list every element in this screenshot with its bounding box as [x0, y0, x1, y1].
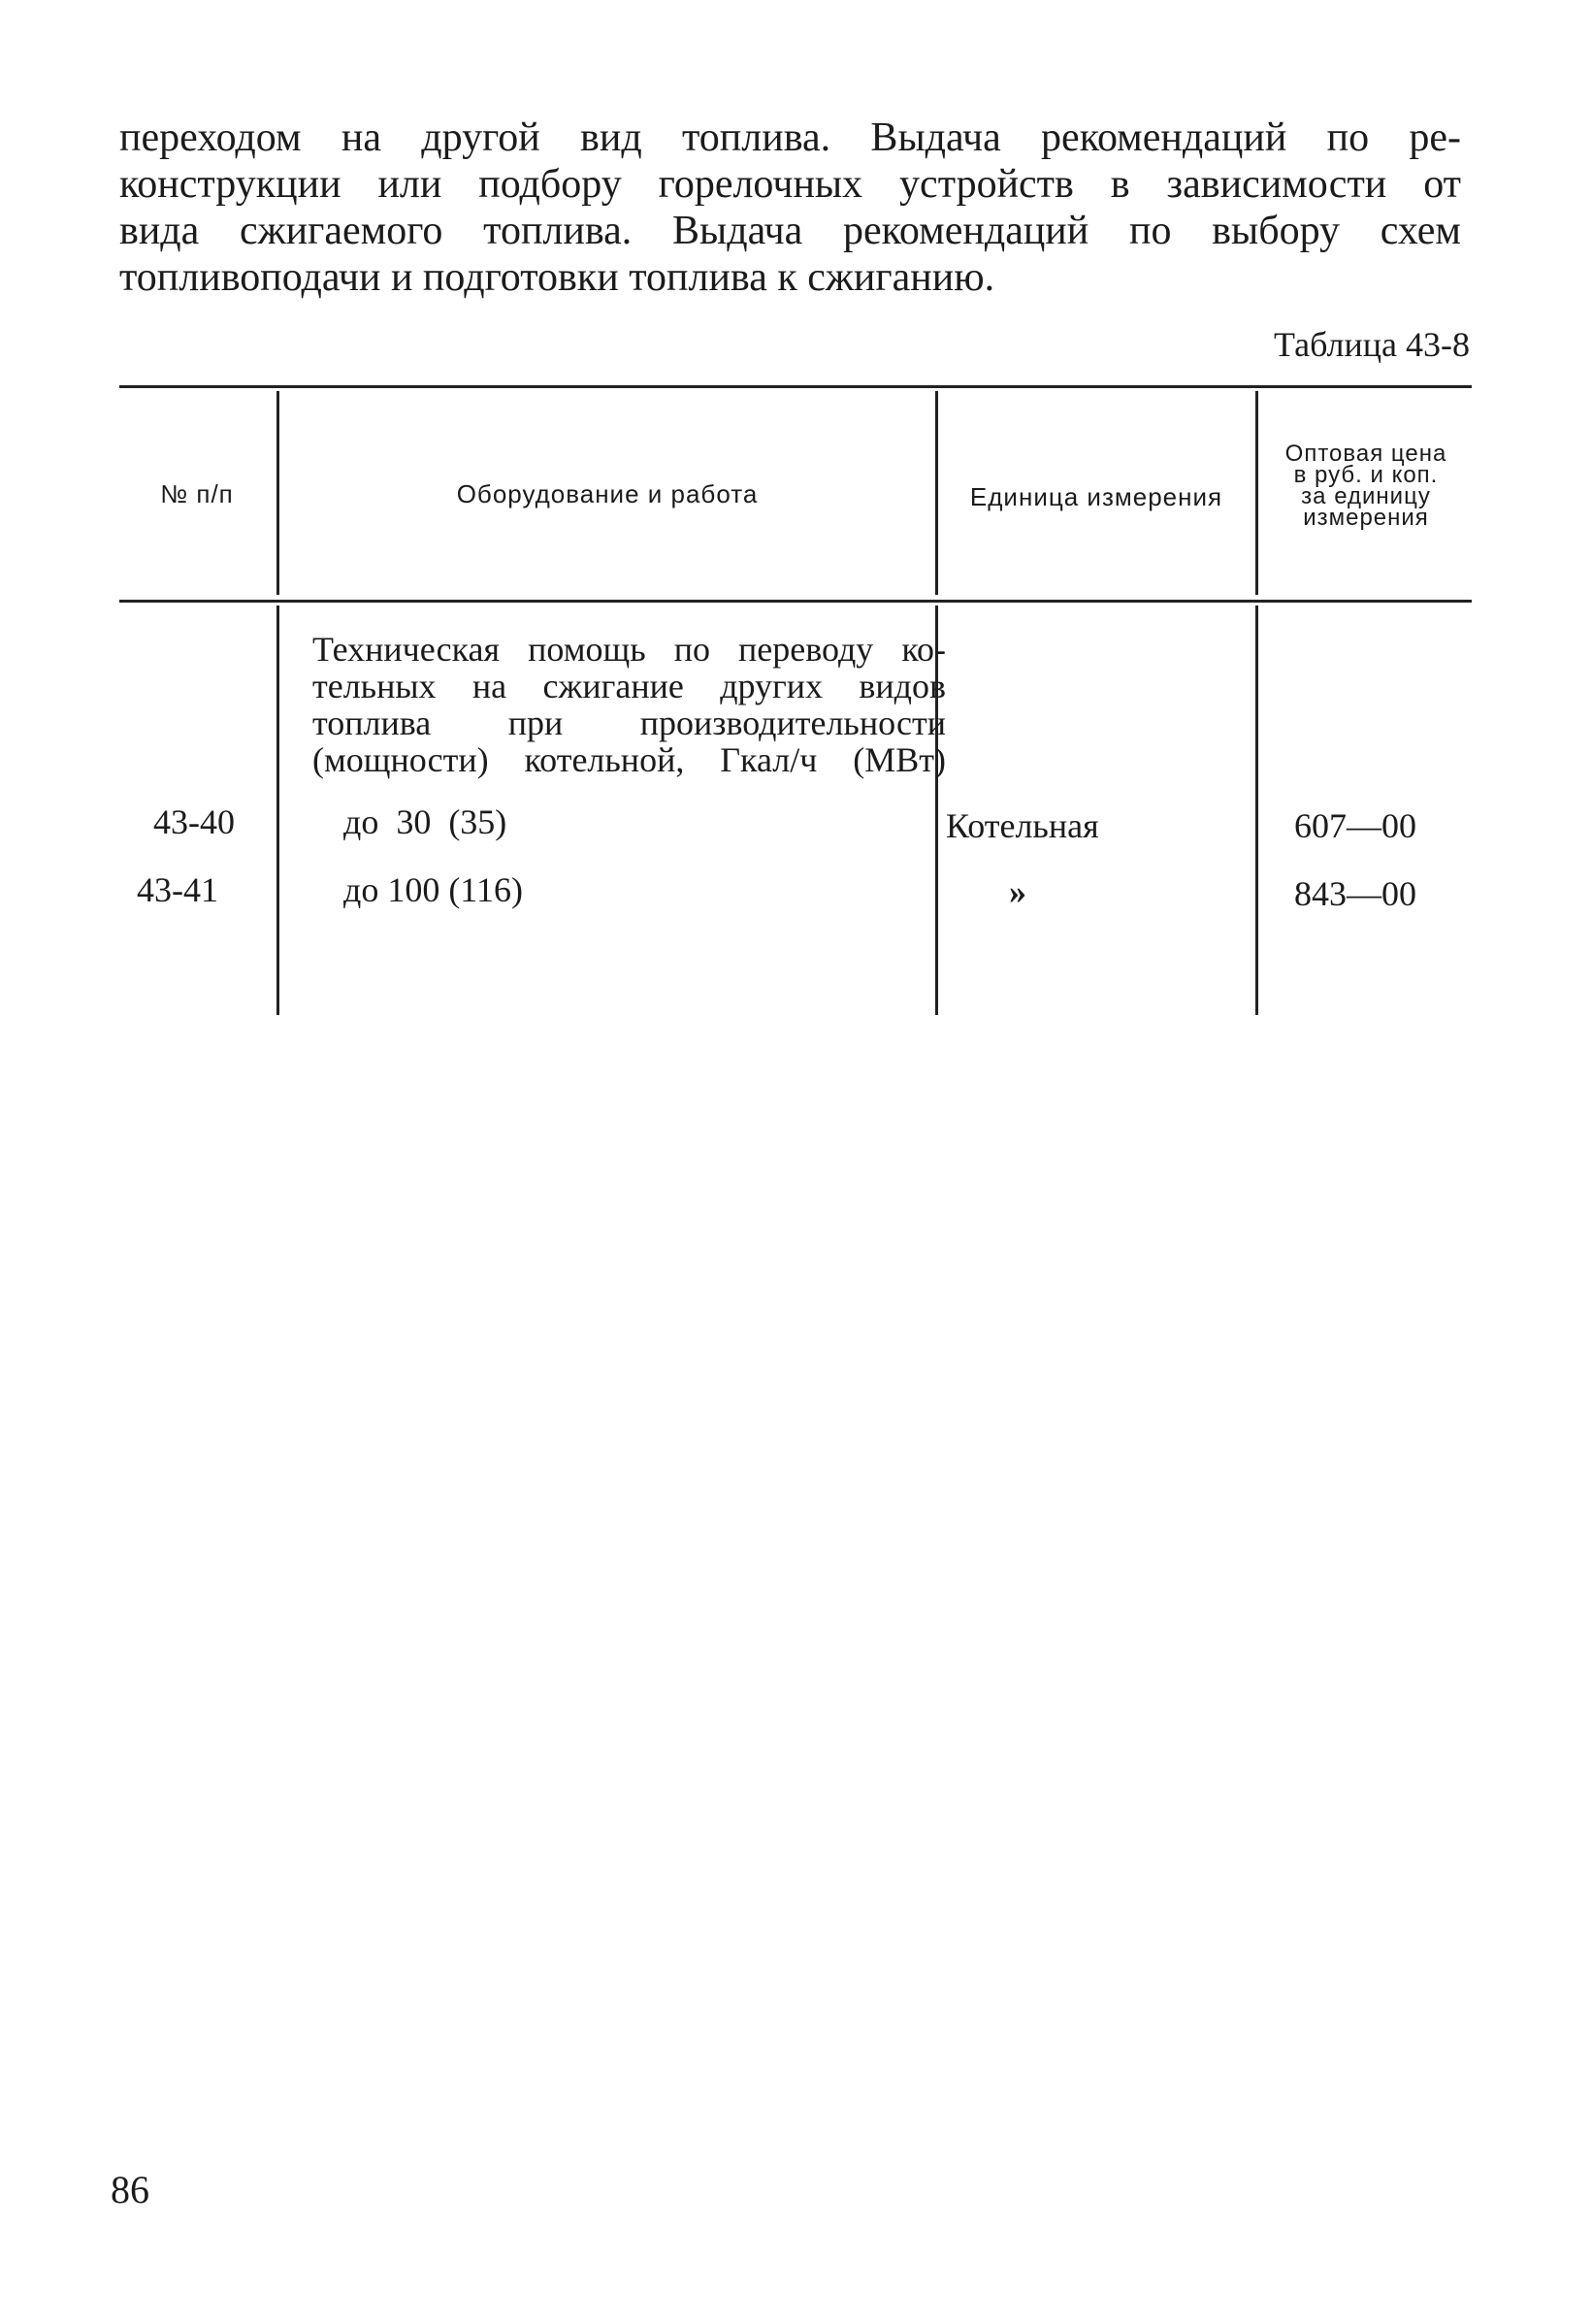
- header-price: [1260, 443, 1472, 529]
- intro-paragraph: [119, 115, 1461, 301]
- header-work: Оборудование и работа: [456, 479, 759, 508]
- description-line: Техническая помощь по переводу ко-: [312, 630, 946, 669]
- description-line: топлива при производительности: [312, 704, 946, 742]
- intro-line: топливоподачи и подготовки топлива к сжиганию.: [119, 255, 995, 300]
- column-divider: [935, 391, 938, 595]
- group-description: [312, 631, 946, 778]
- row-price: 843—00: [1294, 874, 1416, 913]
- table-header-rule: [119, 600, 1472, 603]
- header-price-line: измерения: [1303, 505, 1429, 531]
- row-num: 43-40: [153, 802, 235, 841]
- description-line: (мощности) котельной, Гкал/ч (МВт): [312, 740, 946, 779]
- column-divider: [276, 606, 279, 1015]
- row-unit-ditto: »: [1009, 872, 1026, 911]
- row-unit: Котельная: [946, 806, 1099, 845]
- intro-line: вида сжигаемого топлива. Выдача рекомендаций по выбору схем: [119, 209, 1461, 253]
- header-price-line: в руб. и коп.: [1293, 462, 1439, 488]
- header-unit: Единица измерения: [969, 482, 1223, 511]
- header-price-line: за единицу: [1301, 483, 1431, 509]
- column-divider: [1255, 606, 1258, 1015]
- header-price-line: Оптовая цена: [1284, 441, 1447, 467]
- intro-line: конструкции или подбору горелочных устройств в зависимости от: [119, 162, 1461, 207]
- row-work: до 100 (116): [343, 870, 523, 909]
- column-divider: [1255, 391, 1258, 595]
- description-line: тельных на сжигание других видов: [312, 667, 946, 705]
- intro-line: переходом на другой вид топлива. Выдача рекомендаций по ре-: [119, 115, 1461, 160]
- table-caption: Таблица 43-8: [1274, 325, 1470, 364]
- row-num: 43-41: [137, 870, 218, 909]
- table-top-rule: [119, 385, 1472, 388]
- page-number: 86: [111, 2168, 149, 2211]
- row-price: 607—00: [1294, 806, 1416, 845]
- row-work: до 30 (35): [343, 802, 507, 841]
- header-num: № п/п: [160, 479, 234, 508]
- column-divider: [276, 391, 279, 595]
